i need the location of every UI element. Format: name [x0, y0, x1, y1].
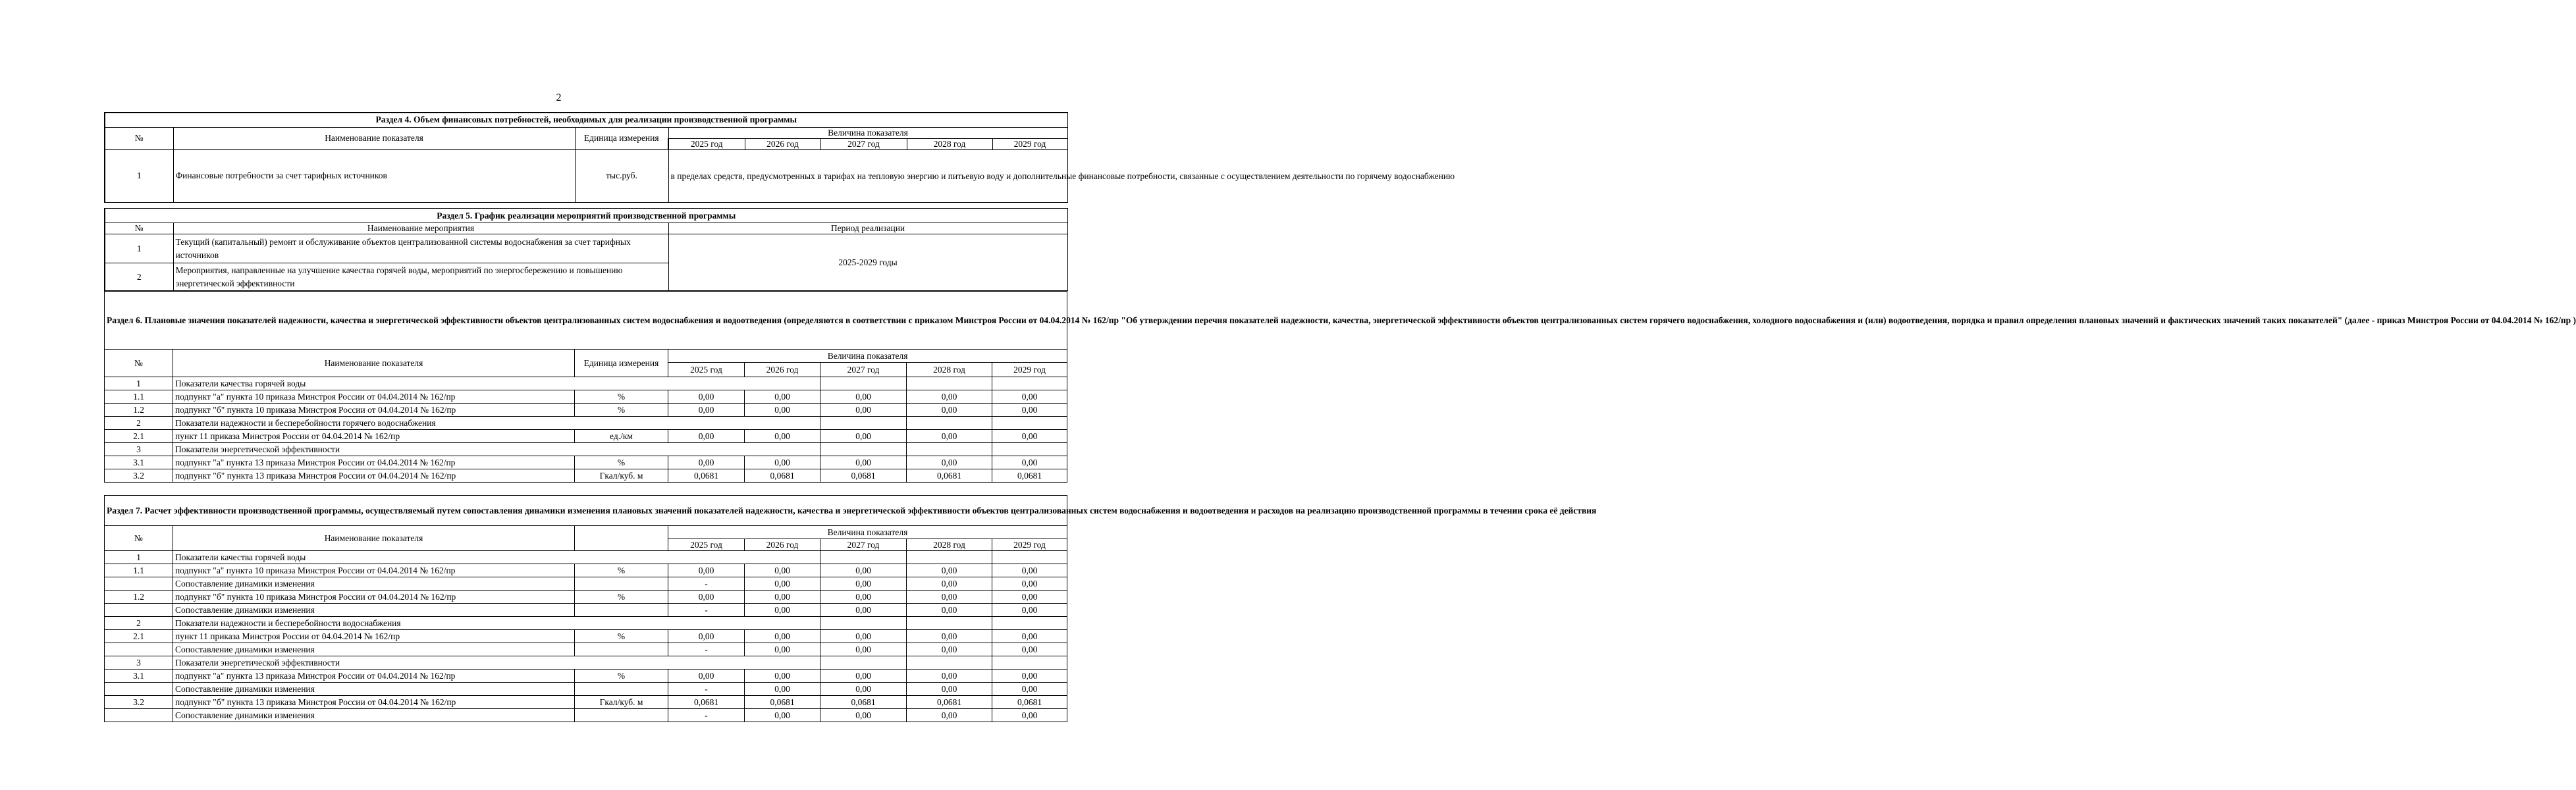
row-comparison-label: Сопоставление динамики изменения [173, 577, 575, 591]
row-value: - [668, 604, 745, 617]
row-empty-cell [820, 443, 907, 456]
row-value: 0,00 [907, 683, 992, 696]
row-unit [575, 643, 668, 656]
year-header: 2025 год [668, 539, 745, 551]
row-value: 0,00 [820, 456, 907, 469]
row-value: 0,00 [907, 643, 992, 656]
table-row [105, 670, 1067, 683]
col-header-no: № [105, 223, 173, 234]
row-empty-cell [820, 617, 907, 630]
row-number: 3 [105, 656, 173, 670]
row-unit: % [575, 456, 668, 469]
row-value: 0,00 [907, 630, 992, 643]
col-header-name: Наименование показателя [173, 526, 575, 551]
year-header: 2026 год [745, 363, 820, 377]
row-number: 1.2 [105, 404, 173, 417]
row-value: 0,00 [745, 430, 820, 443]
row-unit: Гкал/куб. м [575, 696, 668, 709]
row-value: - [668, 643, 745, 656]
section-6-table [104, 291, 2576, 483]
row-group-name: Показатели надежности и бесперебойности горячего водоснабжения [173, 417, 820, 430]
row-value: 0,00 [820, 577, 907, 591]
col-header-no: № [105, 127, 173, 149]
row-name: пункт 11 приказа Минстроя России от 04.04.2014 № 162/пр [173, 630, 575, 643]
row-comparison-label: Сопоставление динамики изменения [173, 709, 575, 722]
row-value: 0,00 [820, 591, 907, 604]
section-7-title: Раздел 7. Расчет эффективности производственной программы, осуществляемый путем сопоставления динамики изменения плановых значений показателей надежности, качества и энергетической эффективности объектов централизованных систем водоснабжения и водоотведения и расходов на реализацию производственной программы в течении срока её действия [105, 496, 1067, 526]
row-comparison-label: Сопоставление динамики изменения [173, 643, 575, 656]
table-row [105, 577, 1067, 591]
row-value: 0,00 [992, 670, 1067, 683]
table-row [105, 443, 1067, 456]
row-value: 0,00 [992, 643, 1067, 656]
row-name: подпункт "б" пункта 10 приказа Минстроя России от 04.04.2014 № 162/пр [173, 404, 575, 417]
row-empty-cell [907, 443, 992, 456]
row-number: 3.1 [105, 456, 173, 469]
table-row [105, 417, 1067, 430]
year-header: 2028 год [907, 363, 992, 377]
page-number: 2 [556, 92, 562, 103]
table-row [105, 604, 1067, 617]
year-header: 2029 год [992, 363, 1067, 377]
row-empty-cell [820, 377, 907, 390]
row-value: 0,0681 [820, 696, 907, 709]
row-value: - [668, 577, 745, 591]
row-name: подпункт "б" пункта 13 приказа Минстроя России от 04.04.2014 № 162/пр [173, 696, 575, 709]
row-value: 0,00 [820, 630, 907, 643]
section-7-rows [105, 551, 1067, 722]
row-value: 0,00 [668, 404, 745, 417]
row-unit: % [575, 591, 668, 604]
row-value: 0,0681 [745, 696, 820, 709]
row-value: 0,00 [992, 591, 1067, 604]
row-number: 2 [105, 263, 173, 291]
row-unit: % [575, 670, 668, 683]
row-value: 0,00 [745, 564, 820, 577]
row-number [105, 643, 173, 656]
row-value: 0,00 [907, 670, 992, 683]
row-value: 0,00 [745, 577, 820, 591]
row-value: 0,00 [907, 577, 992, 591]
row-value: 0,00 [745, 670, 820, 683]
row-value: 0,00 [745, 604, 820, 617]
period-value: 2025-2029 годы [668, 234, 1067, 291]
row-value: 0,00 [820, 709, 907, 722]
row-value: 0,0681 [907, 696, 992, 709]
row-group-name: Показатели качества горячей воды [173, 377, 820, 390]
row-number: 3.2 [105, 696, 173, 709]
row-empty-cell [992, 656, 1067, 670]
row-value: 0,00 [992, 456, 1067, 469]
table-row [105, 617, 1067, 630]
table-row [105, 591, 1067, 604]
row-number: 2.1 [105, 430, 173, 443]
row-name: подпункт "а" пункта 13 приказа Минстроя России от 04.04.2014 № 162/пр [173, 670, 575, 683]
row-group-name: Показатели энергетической эффективности [173, 656, 820, 670]
col-header-period: Период реализации [668, 223, 1067, 234]
row-value: 0,00 [820, 404, 907, 417]
row-value: 0,0681 [907, 469, 992, 483]
row-value: 0,0681 [820, 469, 907, 483]
row-name: подпункт "б" пункта 10 приказа Минстроя России от 04.04.2014 № 162/пр [173, 591, 575, 604]
year-header: 2027 год [820, 539, 907, 551]
row-empty-cell [992, 443, 1067, 456]
table-row [105, 377, 1067, 390]
row-name: подпункт "а" пункта 10 приказа Минстроя России от 04.04.2014 № 162/пр [173, 390, 575, 404]
table-row [105, 709, 1067, 722]
row-value: 0,00 [745, 709, 820, 722]
row-unit [575, 577, 668, 591]
row-number: 3 [105, 443, 173, 456]
row-value: 0,0681 [992, 469, 1067, 483]
table-row [105, 656, 1067, 670]
row-value: 0,00 [820, 564, 907, 577]
row-value: 0,00 [907, 456, 992, 469]
row-name: Мероприятия, направленные на улучшение качества горячей воды, мероприятий по энергосбережению и повышению энергетической эффективности [173, 263, 668, 291]
row-group-name: Показатели надежности и бесперебойности водоснабжения [173, 617, 820, 630]
section-4-table [104, 112, 1455, 203]
row-empty-cell [907, 417, 992, 430]
section-4-title: Раздел 4. Объем финансовых потребностей, необходимых для реализации производственной программы [105, 113, 1067, 127]
col-header-unit-blank [575, 526, 668, 551]
row-value: 0,00 [907, 591, 992, 604]
row-name: подпункт "б" пункта 13 приказа Минстроя России от 04.04.2014 № 162/пр [173, 469, 575, 483]
row-unit: % [575, 630, 668, 643]
table-row [105, 430, 1067, 443]
table-row [105, 469, 1067, 483]
row-empty-cell [992, 417, 1067, 430]
row-name: Текущий (капитальный) ремонт и обслуживание объектов централизованной системы водоснабжения за счет тарифных источников [173, 234, 668, 263]
year-header: 2025 год [668, 363, 745, 377]
row-number: 2 [105, 617, 173, 630]
row-value: 0,00 [745, 456, 820, 469]
year-header: 2025 год [668, 138, 745, 149]
row-number [105, 683, 173, 696]
row-value: 0,00 [992, 390, 1067, 404]
row-number: 1 [105, 377, 173, 390]
table-row [105, 696, 1067, 709]
row-number: 1.2 [105, 591, 173, 604]
row-unit: % [575, 404, 668, 417]
row-value: 0,00 [745, 390, 820, 404]
row-number: 3.2 [105, 469, 173, 483]
year-header: 2026 год [745, 539, 820, 551]
row-number: 1 [105, 234, 173, 263]
section-6-title: Раздел 6. Плановые значения показателей надежности, качества и энергетической эффективности объектов централизованных систем водоснабжения и водоотведения (определяются в соответствии с приказом Минстроя России от 04.04.2014 № 162/пр "Об утверждении перечня показателей надежности, качества, энергетической эффективности объектов централизованных систем горячего водоснабжения, холодного водоснабжения и (или) водоотведения, порядка и правил определения плановых значений и фактических значений таких показателей" (далее - приказ Минстроя России от 04.04.2014 № 162/пр ) [105, 292, 1067, 350]
col-header-value: Величина показателя [668, 526, 1067, 539]
row-value: 0,00 [745, 630, 820, 643]
row-number: 2 [105, 417, 173, 430]
row-empty-cell [992, 551, 1067, 564]
row-number: 3.1 [105, 670, 173, 683]
col-header-unit: Единица измерения [575, 127, 668, 149]
row-value: 0,00 [668, 430, 745, 443]
row-value: 0,00 [907, 564, 992, 577]
section-6-rows [105, 377, 1067, 483]
row-value: 0,0681 [745, 469, 820, 483]
row-empty-cell [820, 417, 907, 430]
row-value: 0,00 [907, 404, 992, 417]
row-value: 0,00 [668, 591, 745, 604]
row-unit: ед./км [575, 430, 668, 443]
col-header-no: № [105, 526, 173, 551]
year-header: 2027 год [820, 138, 907, 149]
row-name: подпункт "а" пункта 13 приказа Минстроя России от 04.04.2014 № 162/пр [173, 456, 575, 469]
row-value: 0,00 [992, 577, 1067, 591]
col-header-value: Величина показателя [668, 127, 1067, 138]
table-row [105, 390, 1067, 404]
table-row [105, 551, 1067, 564]
row-value: 0,00 [820, 430, 907, 443]
row-value-text: в пределах средств, предусмотренных в тарифах на тепловую энергию и питьевую воду и дополнительные финансовые потребности, связанные с осуществлением деятельности по горячему водоснабжению [668, 149, 1067, 202]
col-header-event-name: Наименование мероприятия [173, 223, 668, 234]
row-empty-cell [907, 656, 992, 670]
year-header: 2028 год [907, 138, 992, 149]
section-7-table [104, 495, 1597, 722]
row-number: 1.1 [105, 564, 173, 577]
row-value: 0,00 [992, 683, 1067, 696]
year-header: 2027 год [820, 363, 907, 377]
row-empty-cell [992, 377, 1067, 390]
row-unit [575, 709, 668, 722]
row-value: 0,00 [907, 604, 992, 617]
row-name: Финансовые потребности за счет тарифных источников [173, 149, 575, 202]
row-group-name: Показатели качества горячей воды [173, 551, 820, 564]
row-unit [575, 683, 668, 696]
row-value: 0,00 [992, 404, 1067, 417]
row-value: 0,00 [668, 670, 745, 683]
row-value: - [668, 683, 745, 696]
row-unit: тыс.руб. [575, 149, 668, 202]
col-header-name: Наименование показателя [173, 127, 575, 149]
col-header-value: Величина показателя [668, 350, 1067, 363]
section-5-title: Раздел 5. График реализации мероприятий производственной программы [105, 209, 1067, 223]
section-5-table [104, 208, 1068, 291]
row-value: 0,00 [668, 390, 745, 404]
table-row [105, 404, 1067, 417]
row-number [105, 577, 173, 591]
year-header: 2029 год [992, 138, 1067, 149]
row-number: 1 [105, 551, 173, 564]
col-header-unit: Единица измерения [575, 350, 668, 377]
row-value: 0,00 [907, 709, 992, 722]
row-empty-cell [820, 551, 907, 564]
row-unit: Гкал/куб. м [575, 469, 668, 483]
row-comparison-label: Сопоставление динамики изменения [173, 604, 575, 617]
row-unit: % [575, 390, 668, 404]
row-value: 0,00 [820, 390, 907, 404]
table-row [105, 456, 1067, 469]
row-value: 0,0681 [668, 696, 745, 709]
table-row [105, 643, 1067, 656]
row-value: 0,00 [820, 604, 907, 617]
year-header: 2029 год [992, 539, 1067, 551]
row-value: 0,00 [992, 604, 1067, 617]
row-value: 0,00 [820, 670, 907, 683]
row-value: 0,00 [820, 683, 907, 696]
row-comparison-label: Сопоставление динамики изменения [173, 683, 575, 696]
row-number: 1 [105, 149, 173, 202]
row-number: 1.1 [105, 390, 173, 404]
row-value: 0,00 [907, 390, 992, 404]
table-row [105, 630, 1067, 643]
col-header-name: Наименование показателя [173, 350, 575, 377]
row-group-name: Показатели энергетической эффективности [173, 443, 820, 456]
row-unit: % [575, 564, 668, 577]
row-value: 0,00 [907, 430, 992, 443]
row-value: 0,00 [745, 591, 820, 604]
row-empty-cell [907, 551, 992, 564]
row-empty-cell [992, 617, 1067, 630]
row-value: 0,0681 [992, 696, 1067, 709]
col-header-no: № [105, 350, 173, 377]
table-row [105, 683, 1067, 696]
row-value: 0,00 [992, 709, 1067, 722]
row-empty-cell [820, 656, 907, 670]
year-header: 2028 год [907, 539, 992, 551]
row-name: пункт 11 приказа Минстроя России от 04.04.2014 № 162/пр [173, 430, 575, 443]
row-number: 2.1 [105, 630, 173, 643]
row-value: 0,00 [992, 564, 1067, 577]
row-empty-cell [907, 377, 992, 390]
row-empty-cell [907, 617, 992, 630]
row-value: 0,00 [668, 456, 745, 469]
row-value: 0,00 [745, 643, 820, 656]
row-number [105, 709, 173, 722]
table-row [105, 564, 1067, 577]
year-header: 2026 год [745, 138, 820, 149]
row-value: 0,00 [745, 683, 820, 696]
row-unit [575, 604, 668, 617]
row-value: 0,00 [668, 564, 745, 577]
row-value: 0,00 [745, 404, 820, 417]
row-value: 0,00 [668, 630, 745, 643]
row-value: - [668, 709, 745, 722]
row-value: 0,00 [992, 430, 1067, 443]
row-number [105, 604, 173, 617]
row-name: подпункт "а" пункта 10 приказа Минстроя России от 04.04.2014 № 162/пр [173, 564, 575, 577]
row-value: 0,00 [820, 643, 907, 656]
row-value: 0,0681 [668, 469, 745, 483]
row-value: 0,00 [992, 630, 1067, 643]
